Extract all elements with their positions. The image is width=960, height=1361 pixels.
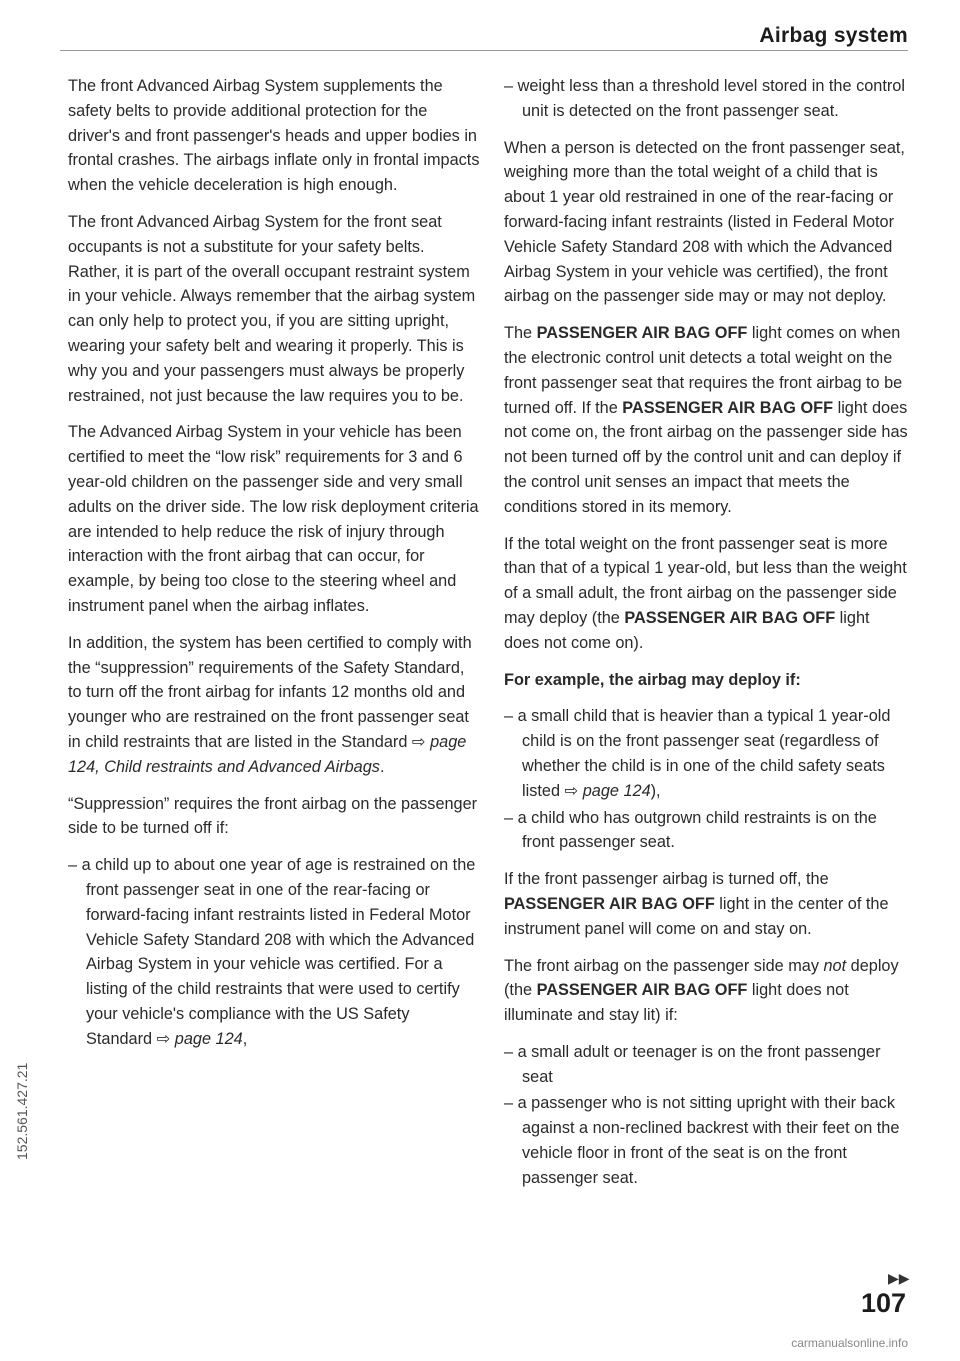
paragraph-text: The [504, 324, 537, 343]
paragraph-text: If the total weight on the front passenger seat is more than that of a typical 1 year-old, but less than the weight of a small adult, the front airbag on the passenger side may deploy (the [504, 534, 907, 627]
continue-arrow-icon: ▶▶ [888, 1270, 910, 1286]
emphasis: not [823, 956, 847, 975]
paragraph-text: If the front passenger airbag is turned off, the [504, 870, 829, 889]
footer-watermark: carmanualsonline.info [791, 1336, 908, 1350]
paragraph [68, 631, 480, 780]
list-item-text: – a small child that is heavier than a typical 1 year-old child is on the front passenger seat (regardless of whether the child is in one of the child safety seats listed [504, 707, 891, 800]
paragraph: When a person is detected on the front passenger seat, weighing more than the total weight of a child that is about 1 year old restrained in one of the rear-facing or forward-facing infant restraints (listed in Federal Motor Vehicle Safety Standard 208 with which the Advanced Airbag System in your vehicle was certified), the front airbag on the passenger side may or may not deploy. [504, 138, 905, 306]
paragraph-text: The front airbag on the passenger side may [504, 956, 824, 975]
paragraph-text: light does not come on, the front airbag on the passenger side has not been turned off by the control unit and can deploy if the control unit senses an impact that meets the conditions stored in its memory. [504, 398, 908, 516]
right-column [504, 74, 908, 1203]
document-code: 152.561.427.21 [14, 1062, 30, 1160]
paragraph-text: light does not come on). [504, 608, 870, 652]
warning-light-label: PASSENGER AIR BAG OFF [622, 398, 834, 417]
list-item-text: – a child up to about one year of age is restrained on the front passenger seat in one of the rear-facing or forward-facing infant restraints listed in Federal Motor Vehicle Safety Standard 208 with which the Advanced Airbag System in your vehicle was certified. For a listing of the child restraints that were used to certify your vehicle's compliance with the US Safety Standard [68, 856, 476, 1048]
section-title: Airbag system [759, 24, 908, 47]
paragraph-text: deploy (the [504, 956, 899, 1000]
paragraph-text: light in the center of the instrument panel will come on and stay on. [504, 894, 889, 938]
list-item [68, 853, 480, 1051]
list-item: – a passenger who is not sitting upright with their back against a non-reclined backrest with their feet on the vehicle floor in front of the seat is on the front passenger seat. [504, 1094, 900, 1187]
list-item [504, 704, 908, 803]
list-item: – weight less than a threshold level stored in the control unit is detected on the front passenger seat. [504, 77, 905, 120]
warning-light-label: PASSENGER AIR BAG OFF [624, 608, 836, 627]
punctuation: . [379, 757, 385, 776]
paragraph [504, 954, 908, 1028]
paragraph [504, 867, 908, 941]
page-reference-link[interactable]: ⇨ page 124 [156, 1029, 243, 1048]
paragraph: The front Advanced Airbag System for the front seat occupants is not a substitute for your safety belts. Rather, it is part of the overall occupant restraint system in your vehicle. Always remember that the airbag system can only help to protect you, if you are sitting upright, wearing your safety belt and wearing it properly. This is why you and your passengers must always be properly restrained, not just because the law requires you to be. [68, 212, 476, 405]
punctuation: , [242, 1029, 248, 1048]
page-reference-link[interactable]: ⇨ page 124, Child restraints and Advanced Airbags [68, 732, 467, 776]
warning-light-label: PASSENGER AIR BAG OFF [536, 324, 748, 343]
punctuation: ), [650, 781, 661, 800]
paragraph: The front Advanced Airbag System supplements the safety belts to provide additional protection for the driver's and front passenger's heads and upper bodies in frontal crashes. The airbags inflate only in frontal impacts when the vehicle deceleration is high enough. [68, 77, 480, 195]
paragraph: The Advanced Airbag System in your vehicle has been certified to meet the “low risk” requirements for 3 and 6 year-old children on the passenger side and very small adults on the driver side. The low risk deployment criteria are intended to help reduce the risk of injury through interaction with the front airbag that can occur, for example, by being too close to the steering wheel and instrument panel when the airbag inflates. [68, 423, 479, 615]
paragraph [504, 532, 908, 656]
warning-light-label: PASSENGER AIR BAG OFF [504, 894, 715, 913]
warning-light-label: PASSENGER AIR BAG OFF [536, 981, 748, 1000]
left-column [68, 74, 480, 1063]
list-item: – a child who has outgrown child restraints is on the front passenger seat. [504, 808, 877, 852]
header-divider [60, 50, 908, 51]
paragraph-text: light does not illuminate and stay lit) if: [504, 981, 849, 1025]
paragraph: “Suppression” requires the front airbag on the passenger side to be turned off if: [68, 794, 478, 838]
list-item: – a small adult or teenager is on the front passenger seat [504, 1042, 881, 1086]
page-reference-link[interactable]: ⇨ page 124 [564, 781, 651, 800]
paragraph-text: light comes on when the electronic control unit detects a total weight on the front passenger seat that requires the front airbag to be turned off. If the [504, 324, 903, 417]
paragraph [504, 321, 908, 519]
page-number: 107 [860, 1288, 906, 1318]
subheading: For example, the airbag may deploy if: [504, 670, 801, 689]
paragraph-text: In addition, the system has been certified to comply with the “suppression” requirements of the Safety Standard, to turn off the front airbag for infants 12 months old and younger who are restrained on the front passenger seat in child restraints that are listed in the Standard [68, 633, 472, 751]
